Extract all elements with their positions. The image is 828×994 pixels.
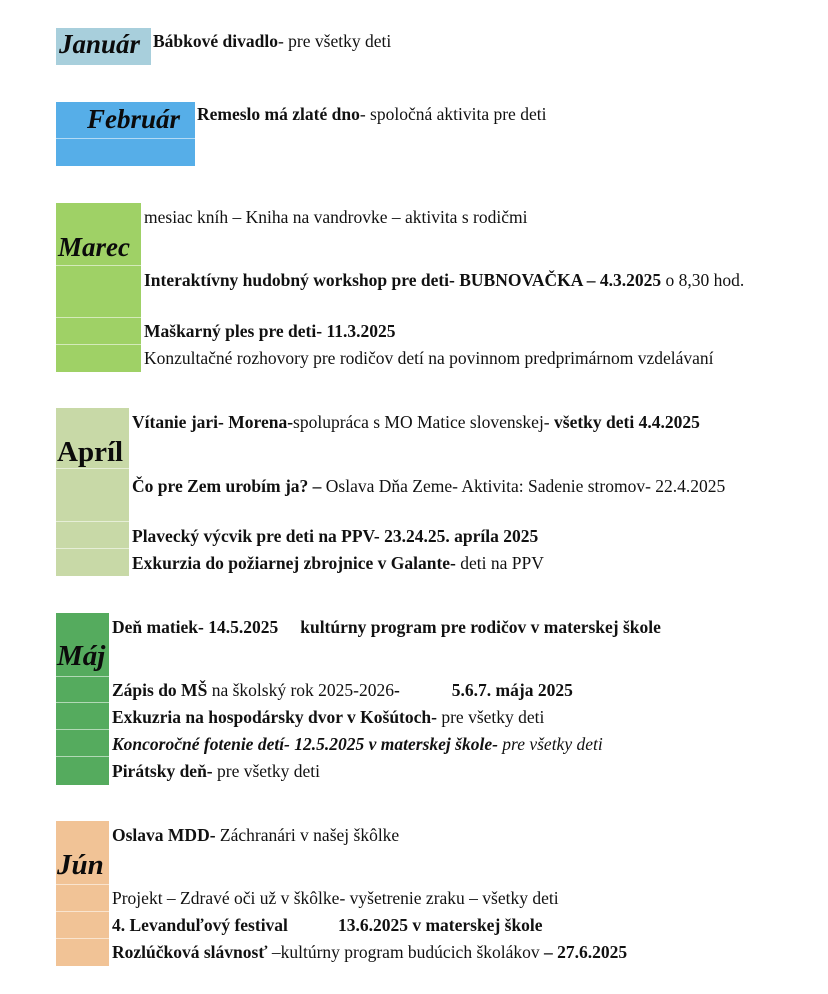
event-item: Čo pre Zem urobím ja? – Oslava Dňa Zeme- Aktivita: Sadenie stromov- 22.4.2025 bbox=[132, 476, 726, 496]
month-name: Jún bbox=[57, 849, 104, 881]
event-item: Vítanie jari- Morena-spolupráca s MO Matice slovenskej- všetky deti 4.4.2025 bbox=[132, 412, 700, 432]
event-item: Interaktívny hudobný workshop pre deti- BUBNOVAČKA – 4.3.2025 o 8,30 hod. bbox=[144, 270, 745, 290]
event-item: Pirátsky deň- pre všetky deti bbox=[112, 761, 321, 781]
event-item: Koncoročné fotenie detí- 12.5.2025 v materskej škole- pre všetky deti bbox=[112, 734, 603, 754]
month-label-cell bbox=[56, 821, 109, 966]
month-name: Január bbox=[59, 29, 141, 59]
event-item: Deň matiek- 14.5.2025 kultúrny program pre rodičov v materskej škole bbox=[112, 617, 661, 637]
month-name: Máj bbox=[57, 640, 106, 672]
month-label-cell bbox=[56, 28, 151, 65]
month-label-cell bbox=[56, 408, 129, 576]
event-item: Bábkové divadlo- pre všetky deti bbox=[153, 31, 392, 51]
event-item: Maškarný ples pre deti- 11.3.2025 bbox=[144, 321, 396, 341]
month-label-cell bbox=[56, 203, 141, 372]
event-item: Remeslo má zlaté dno- spoločná aktivita pre deti bbox=[197, 104, 547, 124]
event-item: Rozlúčková slávnosť –kultúrny program budúcich školákov – 27.6.2025 bbox=[112, 942, 628, 962]
month-label-cell bbox=[56, 102, 195, 166]
event-item: Konzultačné rozhovory pre rodičov detí na povinnom predprimárnom vzdelávaní bbox=[144, 348, 714, 368]
event-item: Exkuzria na hospodársky dvor v Košútoch- pre všetky deti bbox=[112, 707, 545, 727]
month-label-cell bbox=[56, 613, 109, 785]
event-item: mesiac kníh – Kniha na vandrovke – aktivita s rodičmi bbox=[144, 207, 528, 227]
event-item: Exkurzia do požiarnej zbrojnice v Galante- deti na PPV bbox=[132, 553, 544, 573]
event-item: 4. Levanduľový festival 13.6.2025 v materskej škole bbox=[112, 915, 543, 935]
event-item: Projekt – Zdravé oči už v škôlke- vyšetrenie zraku – všetky deti bbox=[112, 888, 559, 908]
event-item: Plavecký výcvik pre deti na PPV- 23.24.25. apríla 2025 bbox=[132, 526, 539, 546]
month-name: Marec bbox=[58, 232, 130, 262]
month-name: Február bbox=[87, 104, 181, 134]
event-item: Oslava MDD- Záchranári v našej škôlke bbox=[112, 825, 400, 845]
month-name: Apríl bbox=[57, 436, 124, 468]
event-item: Zápis do MŠ na školský rok 2025-2026- 5.6.7. mája 2025 bbox=[112, 680, 573, 700]
